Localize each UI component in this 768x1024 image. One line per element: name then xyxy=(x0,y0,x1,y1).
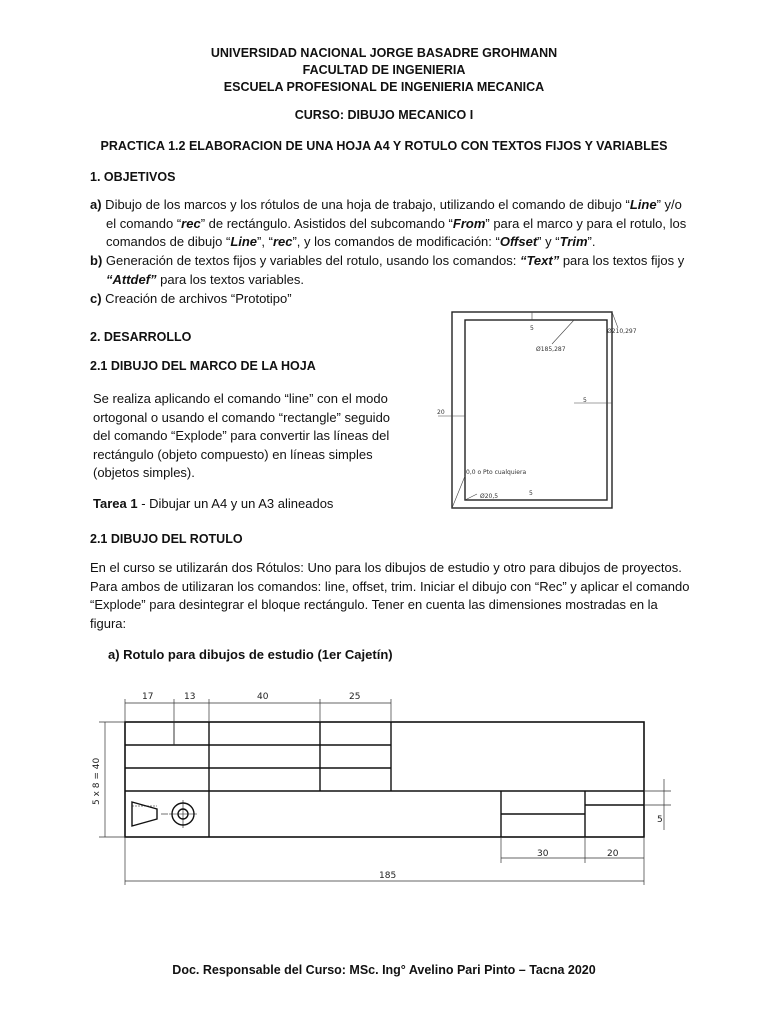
tarea-1: Tarea 1 - Dibujar un A4 y un A3 alineados xyxy=(93,496,334,511)
course-title: CURSO: DIBUJO MECANICO I xyxy=(294,108,474,122)
dim-total: 185 xyxy=(379,871,397,881)
objetivo-b-label: b) xyxy=(90,253,103,268)
objetivos-heading: 1. OBJETIVOS xyxy=(90,170,176,184)
label-origin: 0,0 o Pto cualquiera xyxy=(466,469,527,476)
rotulo-heading: 2.1 DIBUJO DEL ROTULO xyxy=(90,532,243,546)
marco-dim-left: 20 xyxy=(437,409,445,416)
rotulo-subheading: a) Rotulo para dibujos de estudio (1er Cajetín) xyxy=(108,647,393,662)
university-title: UNIVERSIDAD NACIONAL JORGE BASADRE GROHMANN xyxy=(210,46,558,60)
dim-right: 5 xyxy=(657,815,663,825)
objetivo-a: a) Dibujo de los marcos y los rótulos de una hoja de trabajo, utilizando el comando de dibujo “Line” y/o el comando “rec” de rectángulo. Asistidos del subcomando “From” para el marco y para el rotulo, los comandos de dibujo “Line”, “rec”, y los comandos de modificación: “Offset” y “Trim”. xyxy=(90,197,687,249)
dim-top-1: 17 xyxy=(142,692,154,702)
dim-bottom-2: 20 xyxy=(607,849,619,859)
footer: Doc. Responsable del Curso: MSc. Ing° Avelino Pari Pinto – Tacna 2020 xyxy=(172,963,596,977)
sheet-outer-frame xyxy=(452,312,612,508)
rotulo-paragraph: En el curso se utilizarán dos Rótulos: Uno para los dibujos de estudio y otro para dibujos de proyectos. Para ambos de utilizaran los comandos: line, offset, trim. Iniciar el dibujo con “Rec” y aplicar el comando “Explode” para desintegrar el bloque rectángulo. Tener en cuenta las dimensiones mostradas en la figura: xyxy=(90,560,690,631)
dim-bottom-1: 30 xyxy=(537,849,549,859)
marco-paragraph: Se realiza aplicando el comando “line” con el modo ortogonal o usando el comando “rectangle” seguido del comando “Explode” para convertir las líneas del rectángulo (objeto compuesto) en líneas simples (objetos simples). xyxy=(93,391,391,480)
objetivo-c-label: c) xyxy=(90,291,102,306)
dim-top-2: 13 xyxy=(184,692,196,702)
rotulo-figure xyxy=(75,685,675,890)
school-title: ESCUELA PROFESIONAL DE INGENIERIA MECANICA xyxy=(223,80,545,94)
label-inner: Ø185,287 xyxy=(536,346,566,353)
dim-height: 5 x 8 = 40 xyxy=(92,757,102,805)
marco-dim-bottom: 5 xyxy=(529,490,533,497)
practice-title: PRACTICA 1.2 ELABORACION DE UNA HOJA A4 Y ROTULO CON TEXTOS FIJOS Y VARIABLES xyxy=(100,139,668,153)
faculty-title: FACULTAD DE INGENIERIA xyxy=(302,63,466,77)
dim-top-4: 25 xyxy=(349,692,361,702)
objetivo-b: b) Generación de textos fijos y variables del rotulo, usando los comandos: “Text” para los textos fijos y “Attdef” para los textos variables. xyxy=(90,253,685,287)
marco-dim-right: 5 xyxy=(583,397,587,404)
marco-dim-top: 5 xyxy=(530,325,534,332)
dim-top-3: 40 xyxy=(257,692,269,702)
marco-heading: 2.1 DIBUJO DEL MARCO DE LA HOJA xyxy=(90,359,316,373)
label-outer: Ø210,297 xyxy=(607,328,637,335)
projection-symbol-icon xyxy=(132,800,197,828)
objetivo-a-label: a) xyxy=(90,197,102,212)
marco-figure xyxy=(432,308,642,513)
label-offset: Ø20,5 xyxy=(480,493,499,500)
objetivo-c: c) Creación de archivos “Prototipo” xyxy=(90,291,292,306)
rotulo-outer-box xyxy=(125,722,644,837)
desarrollo-heading: 2. DESARROLLO xyxy=(90,330,192,344)
